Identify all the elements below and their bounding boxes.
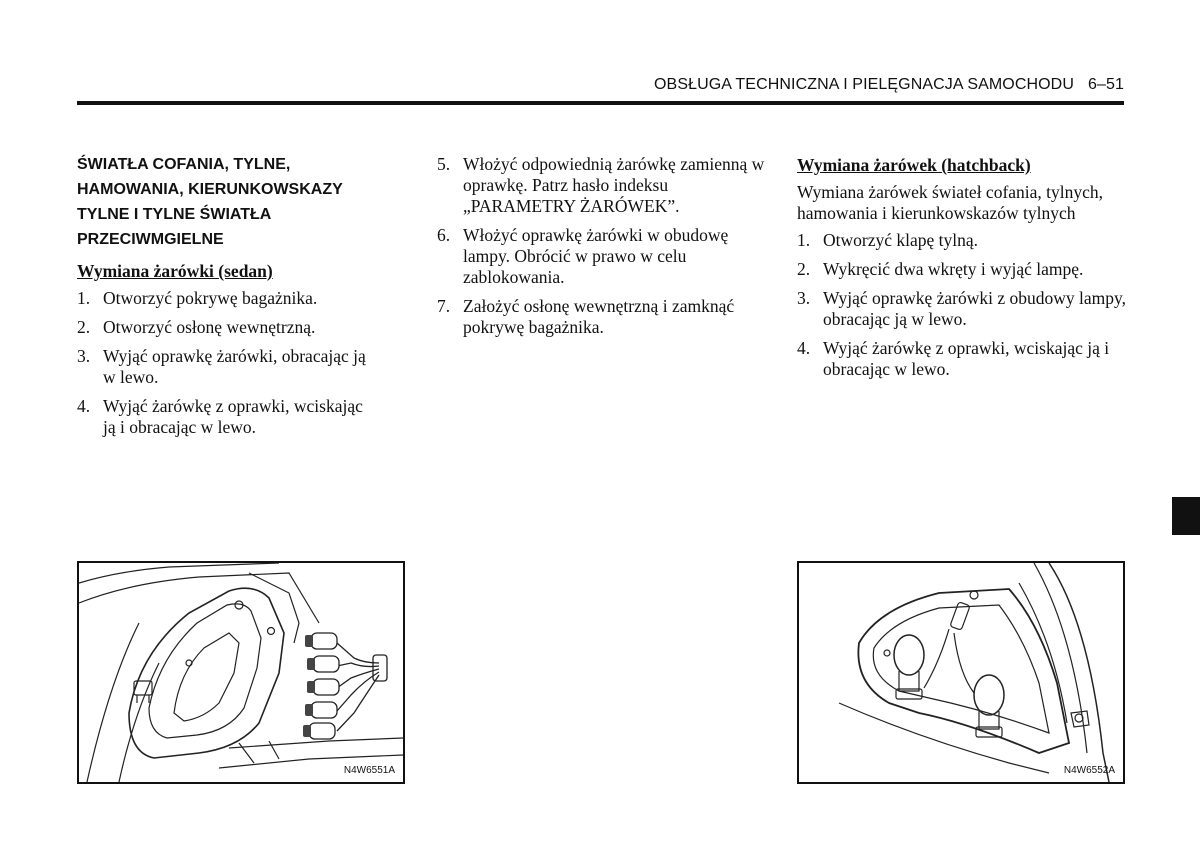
- step-number: 1.: [797, 230, 811, 250]
- step-text: Otworzyć klapę tylną.: [823, 230, 979, 250]
- step-number: 3.: [797, 288, 811, 308]
- step-item: [77, 288, 377, 309]
- sedan-trunk-illustration: [79, 563, 403, 782]
- column-left: [77, 152, 377, 446]
- section-title-line: PRZECIWMGIELNE: [77, 231, 224, 248]
- step-text: Wyjąć żarówkę z oprawki, wciskając ją i obracając w lewo.: [103, 396, 363, 437]
- sedan-steps-list: [77, 288, 377, 438]
- step-item: [797, 230, 1127, 251]
- step-item: [797, 288, 1127, 330]
- step-number: 7.: [437, 296, 451, 316]
- step-number: 1.: [77, 288, 91, 308]
- step-item: [77, 396, 377, 438]
- step-text: Założyć osłonę wewnętrzną i zamknąć pokrywę bagażnika.: [463, 296, 735, 337]
- figure-hatchback-lamp: [797, 561, 1125, 784]
- figure-code: N4W6551A: [343, 765, 395, 776]
- sedan-subtitle: Wymiana żarówki (sedan): [77, 261, 273, 281]
- running-header: [654, 76, 1124, 94]
- step-item: [797, 259, 1127, 280]
- header-title: OBSŁUGA TECHNICZNA I PIELĘGNACJA SAMOCHODU: [654, 76, 1074, 93]
- figure-code: N4W6552A: [1063, 765, 1115, 776]
- hatchback-intro: Wymiana żarówek świateł cofania, tylnych, hamowania i kierunkowskazów tylnych: [797, 182, 1104, 223]
- section-title-line: HAMOWANIA, KIERUNKOWSKAZY: [77, 181, 343, 198]
- section-title-line: ŚWIATŁA COFANIA, TYLNE,: [77, 156, 291, 173]
- step-item: [797, 338, 1127, 380]
- hatchback-subtitle: Wymiana żarówek (hatchback): [797, 155, 1031, 175]
- hatchback-steps-list: [797, 230, 1127, 380]
- step-text: Wyjąć oprawkę żarówki z obudowy lampy, obracając ją w lewo.: [823, 288, 1126, 329]
- header-rule: [77, 101, 1124, 105]
- figure-sedan-trunk: [77, 561, 405, 784]
- step-number: 2.: [797, 259, 811, 279]
- column-right: [797, 154, 1127, 388]
- step-item: [77, 346, 377, 388]
- step-item: [437, 225, 767, 288]
- sedan-steps-continued: [437, 154, 767, 338]
- section-title-line: TYLNE I TYLNE ŚWIATŁA: [77, 206, 272, 223]
- step-number: 2.: [77, 317, 91, 337]
- step-item: [437, 296, 767, 338]
- section-title: [77, 152, 377, 252]
- step-text: Wykręcić dwa wkręty i wyjąć lampę.: [823, 259, 1084, 279]
- column-middle: [437, 154, 767, 346]
- step-text: Otworzyć pokrywę bagażnika.: [103, 288, 318, 308]
- step-item: [437, 154, 767, 217]
- step-text: Włożyć odpowiednią żarówkę zamienną w oprawkę. Patrz hasło indeksu „PARAMETRY ŻARÓWEK”.: [463, 154, 765, 216]
- step-number: 4.: [77, 396, 91, 416]
- hatchback-lamp-illustration: [799, 563, 1123, 782]
- step-text: Włożyć oprawkę żarówki w obudowę lampy. Obrócić w prawo w celu zablokowania.: [463, 225, 729, 287]
- step-item: [77, 317, 377, 338]
- step-text: Wyjąć oprawkę żarówki, obracając ją w lewo.: [103, 346, 366, 387]
- step-number: 4.: [797, 338, 811, 358]
- step-text: Wyjąć żarówkę z oprawki, wciskając ją i obracając w lewo.: [823, 338, 1110, 379]
- chapter-thumb-tab: [1172, 497, 1200, 535]
- step-number: 5.: [437, 154, 451, 174]
- step-number: 3.: [77, 346, 91, 366]
- step-text: Otworzyć osłonę wewnętrzną.: [103, 317, 316, 337]
- step-number: 6.: [437, 225, 451, 245]
- page-number: 6–51: [1088, 76, 1124, 93]
